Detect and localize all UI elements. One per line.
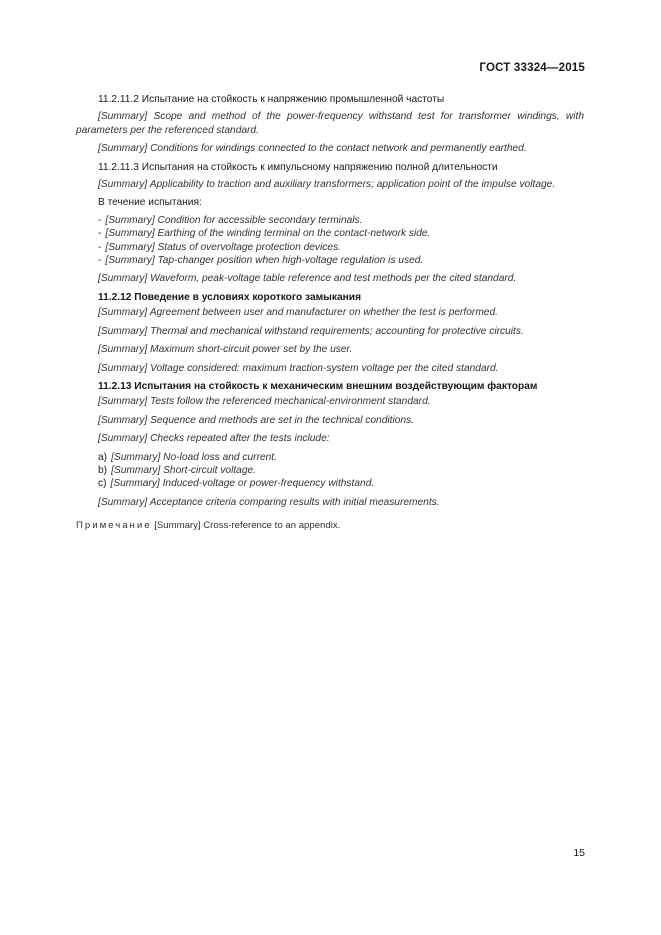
paragraph-summary: [Summary] Conditions for windings connected to the contact network and permanently earthed. <box>98 143 527 155</box>
paragraph-summary: [Summary] Checks repeated after the tests include: <box>98 433 330 445</box>
paragraph-summary: [Summary] Waveform, peak-voltage table reference and test methods per the cited standard. <box>98 273 517 285</box>
paragraph-summary: [Summary] Sequence and methods are set in the technical conditions. <box>98 414 414 426</box>
list-item-text: [Summary] Tap-changer position when high-voltage regulation is used. <box>105 255 424 267</box>
paragraph-summary: [Summary] Thermal and mechanical withstand requirements; accounting for protective circuits. <box>98 325 524 337</box>
list-item-text: [Summary] Induced-voltage or power-frequency withstand. <box>110 478 375 490</box>
document-body <box>76 93 584 533</box>
paragraph-summary: [Summary] Scope and method of the power-frequency withstand test for transformer windings, with parameters per the referenced standard. <box>76 111 584 136</box>
list-item <box>76 241 584 254</box>
note <box>76 519 584 532</box>
paragraph-summary: [Summary] Maximum short-circuit power set by the user. <box>98 344 353 356</box>
list-item-text: [Summary] Short-circuit voltage. <box>111 464 256 476</box>
standard-code: ГОСТ 33324—2015 <box>479 62 585 74</box>
list-marker: - <box>98 241 102 253</box>
paragraph-summary: [Summary] Acceptance criteria comparing results with initial measurements. <box>98 496 440 508</box>
paragraph-summary: [Summary] Agreement between user and manufacturer on whether the test is performed. <box>98 307 498 319</box>
list-item-text: [Summary] Condition for accessible secondary terminals. <box>105 214 363 226</box>
list-item <box>76 254 584 267</box>
list-marker: - <box>98 255 102 267</box>
page-number: 15 <box>573 847 585 859</box>
clause-title: 11.2.11.3 Испытания на стойкость к импульсному напряжению полной длительности <box>98 161 498 173</box>
list-item <box>76 477 584 490</box>
list-marker: - <box>98 228 102 240</box>
list-marker: - <box>98 214 102 226</box>
list-item-text: [Summary] Status of overvoltage protection devices. <box>105 241 341 253</box>
list-marker: b) <box>98 464 108 476</box>
list-item <box>76 214 584 227</box>
condition-list <box>76 214 584 268</box>
list-item <box>76 464 584 477</box>
note-label: Примечание <box>76 520 152 532</box>
clause-title: 11.2.11.2 Испытание на стойкость к напряжению промышленной частоты <box>98 94 445 105</box>
list-item-text: [Summary] Earthing of the winding terminal on the contact-network side. <box>105 228 431 240</box>
list-item <box>76 227 584 240</box>
section-heading: 11.2.13 Испытания на стойкость к механическим внешним воздействующим факторам <box>98 380 538 392</box>
paragraph-summary: [Summary] Voltage considered: maximum traction-system voltage per the cited standard. <box>98 362 499 374</box>
paragraph-summary: [Summary] Tests follow the referenced mechanical-environment standard. <box>98 396 431 408</box>
list-item <box>76 451 584 464</box>
list-item-text: [Summary] No-load loss and current. <box>111 451 277 463</box>
note-text: [Summary] Cross-reference to an appendix. <box>154 520 341 532</box>
list-marker: c) <box>98 478 107 490</box>
section-heading: 11.2.12 Поведение в условиях короткого замыкания <box>98 291 362 303</box>
list-intro: В течение испытания: <box>98 197 202 209</box>
check-list <box>76 451 584 491</box>
paragraph-summary: [Summary] Applicability to traction and auxiliary transformers; application point of the impulse voltage. <box>98 179 556 191</box>
list-marker: a) <box>98 451 108 463</box>
